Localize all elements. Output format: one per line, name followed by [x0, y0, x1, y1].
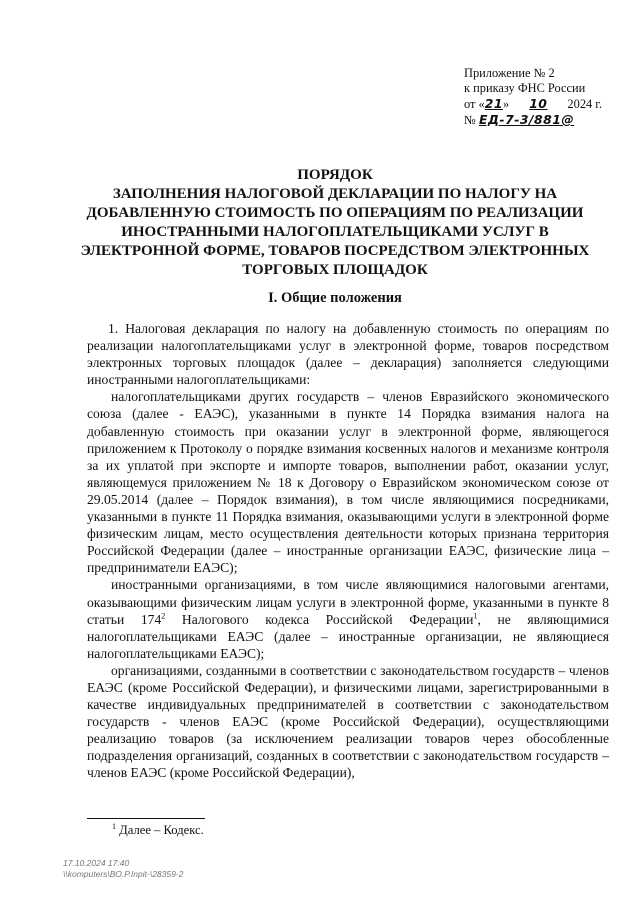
title-line-1: ПОРЯДОК [297, 167, 373, 183]
date-month: 10 [529, 96, 548, 111]
file-path: \\komputers\ВО.Р.Inpit-\28359-2 [63, 869, 184, 879]
number-prefix: № [464, 113, 476, 127]
footnote-text: Далее – Кодекс. [116, 823, 204, 837]
title-line-4: ИНОСТРАННЫМИ НАЛОГОПЛАТЕЛЬЩИКАМИ УСЛУГ В [121, 224, 549, 240]
footnote-reference: 1 [473, 611, 478, 621]
paragraph-4: организациями, созданными в соответствии с законодательством государств – членов ЕАЭС (кроме Российской Федерации), и физическими лицами, зарегистрированными в качестве индивидуальных предпринимателей в соответствии с законодательством государств - членов ЕАЭС (кроме Российской Федерации), осуществляющими реализацию товаров (за исключением реализации товаров через обособленные подразделения организаций, созданных в соответствии с законодательством государств – членов ЕАЭС (кроме Российской Федерации), [87, 662, 609, 781]
date-year: 2024 г. [567, 97, 603, 111]
order-number [464, 112, 602, 128]
print-stamp [63, 858, 183, 880]
order-date [464, 96, 602, 112]
footnote [112, 822, 204, 838]
paragraph-2: налогоплательщиками других государств – членов Евразийского экономического союза (далее - ЕАЭС), указанными в пункте 14 Порядка взимания налога на добавленную стоимость при оказании услуг в электронной форме, являющегося приложением к Протоколу о порядке взимания косвенных налогов и механизме контроля за их уплатой при экспорте и импорте товаров, выполнении работ, оказании услуг, являющемуся приложением № 18 к Договору о Евразийском экономическом союзе от 29.05.2014 (далее – Порядок взимания), в том числе являющимися посредниками, указанными в пункте 11 Порядка взимания, оказывающими услуги в электронной форме физическим лицам, место осуществления деятельности которых признана территория Российской Федерации (далее – иностранные организации ЕАЭС, физические лица – предприниматели ЕАЭС); [87, 389, 609, 576]
print-timestamp: 17.10.2024 17:40 [63, 858, 130, 868]
appendix-header [464, 66, 602, 128]
article-superscript: 2 [161, 611, 166, 621]
document-body [87, 320, 609, 782]
title-line-3: ДОБАВЛЕННУЮ СТОИМОСТЬ ПО ОПЕРАЦИЯМ ПО РЕАЛИЗАЦИИ [86, 205, 584, 221]
document-title [60, 166, 610, 280]
title-line-5: ЭЛЕКТРОННОЙ ФОРМЕ, ТОВАРОВ ПОСРЕДСТВОМ ЭЛЕКТРОННЫХ [80, 243, 590, 259]
appendix-label: Приложение № 2 [464, 66, 555, 80]
date-mid: » [503, 97, 510, 111]
title-line-6: ТОРГОВЫХ ПЛОЩАДОК [242, 262, 428, 278]
paragraph-3-part-3: , не являющимися налогоплательщиками ЕАЭС (далее – иностранные организации, не являющиеся налогоплательщиками ЕАЭС); [87, 611, 610, 661]
date-day: 21 [484, 96, 503, 111]
order-reference: к приказу ФНС России [464, 81, 586, 95]
title-line-2: ЗАПОЛНЕНИЯ НАЛОГОВОЙ ДЕКЛАРАЦИИ ПО НАЛОГУ НА [112, 186, 558, 202]
footnote-mark: 1 [112, 821, 116, 831]
paragraph-3 [87, 576, 609, 661]
paragraph-3-part-1: иностранными организациями, в том числе являющимися налоговыми агентами, оказывающими физическим лицам услуги в электронной форме, указанными в пункте 8 статьи 174 [87, 577, 609, 627]
paragraph-1: 1. Налоговая декларация по налогу на добавленную стоимость по операциям по реализации налогоплательщиками услуг в электронной форме, товаров посредством электронных торговых площадок (далее – декларация) заполняется следующими иностранными налогоплательщиками: [87, 321, 609, 388]
footnote-separator [87, 818, 205, 819]
section-heading: I. Общие положения [268, 290, 402, 306]
number-value: ЕД-7-3/881@ [478, 112, 575, 127]
date-prefix: от « [464, 97, 485, 111]
paragraph-3-part-2: Налогового кодекса Российской Федерации [165, 611, 474, 627]
